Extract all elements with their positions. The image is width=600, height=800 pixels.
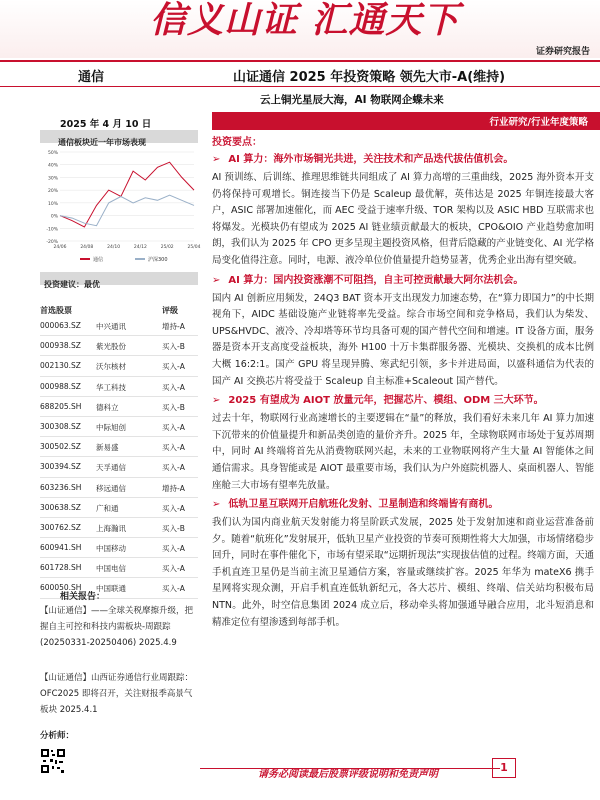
stock-name: 移远通信 <box>96 483 126 493</box>
stock-rating: 买入-A <box>162 443 185 453</box>
brand-slogan: 信义山证 汇通天下 <box>150 0 460 41</box>
paragraph: 我们认为国内商业航天发射能力将呈阶跃式发展，2025 处于发射加速和商业运营准备前夕。随着“航班化”发射展开，低轨卫星产业投资的节奏可预期性将大大加强，市场情绪稳步回升，同时在事件催化下，市场有望采取“远期折现法”实现拔估值的过程。终端方面，天通手机直连卫星仍是当前主流卫星通信方案，容量或继续扩容。2025 年华为 mateX6 携手星网将实现众测，开启手机直连低轨新纪元，各大芯片、模组、终端、信关站均积极布局 NTN。此外，时空信息集团 2024 成立后，移动牵头将加强通导融合应用，北斗短消息和精准定位有望渗透到每部手机。 <box>212 517 594 628</box>
y-tick-label: -20% <box>46 240 58 245</box>
series-line <box>60 195 194 226</box>
bullet-text: AI 算力：海外市场铜光共进，关注技术和产品迭代拔估值机会。 <box>228 154 514 165</box>
chart-title: 通信板块近一年市场表现 <box>58 138 146 147</box>
stock-code: 601728.SH <box>40 563 82 573</box>
stock-name: 中兴通讯 <box>96 322 126 331</box>
y-tick-label: 20% <box>47 189 58 195</box>
stock-name: 广和通 <box>96 503 119 513</box>
report-subtitle: 云上铜光星辰大海，AI 物联网企蝶未来 <box>260 94 444 106</box>
stock-code: 300762.SZ <box>40 522 81 532</box>
paragraph: 国内 AI 创新应用频发，24Q3 BAT 资本开支出现发力加速态势，在“算力即国力”的中长期视角下，AIDC 基础设施产业链将率先受益。综合市场空间和竞争格局，我们认为柴发、UPS&HVDC、液冷、冷却塔等环节均具备可观的国产替代空间和增速。IT 设备方面，服务器是资本开支高度受益板块，海外 H100 十万卡集群服务器、光模块、交换机的成本比例大概 16:2:1。国产 GPU 将呈现异腾、寒武纪引领，多卡并进局面，以盛科通信为代表的国产 AI 交换芯片将受益于 Scaleup 自主标准+Scaleout 国产替代。 <box>212 292 594 387</box>
bullet-heading <box>212 151 594 169</box>
report-date: 2025 年 4 月 10 日 <box>60 119 152 130</box>
stock-rating: 买入-B <box>162 402 185 412</box>
stock-rating: 增持-A <box>162 483 185 493</box>
table-row <box>40 437 198 457</box>
stock-rating: 买入-B <box>162 342 185 352</box>
table-row <box>40 377 198 397</box>
col-header-rating: 评级 <box>162 306 178 315</box>
stock-name: 中国电信 <box>96 564 126 574</box>
bullet-heading <box>212 392 594 410</box>
stock-rating: 买入-B <box>162 523 185 533</box>
section-title: 投资要点： <box>212 137 262 148</box>
related-report-item[interactable]: 【山证通信】山西证券通信行业周跟踪：OFC2025 即将召开，关注财报季高景气板块 2025.4.1 <box>40 673 194 715</box>
category-label: 行业研究/行业年度策略 <box>489 117 588 128</box>
header-divider <box>0 60 600 62</box>
stock-rating: 买入-A <box>162 544 185 554</box>
stock-name: 德科立 <box>96 402 119 412</box>
page-number-box <box>492 758 516 778</box>
table-row <box>40 558 198 578</box>
y-tick-label: 10% <box>47 201 58 207</box>
y-tick-label: 40% <box>47 163 58 169</box>
table-row <box>40 518 198 538</box>
table-row <box>40 316 198 336</box>
stock-rating: 买入-A <box>162 584 185 594</box>
arrow-icon: ➢ <box>212 499 221 511</box>
related-reports-title: 相关报告： <box>60 592 106 602</box>
x-tick-label: 24/06 <box>53 245 67 250</box>
arrow-icon: ➢ <box>212 274 221 286</box>
y-tick-label: 50% <box>47 151 58 156</box>
stock-rating: 买入-A <box>162 564 185 574</box>
table-row <box>40 356 198 376</box>
x-tick-label: 24/12 <box>133 245 147 250</box>
chart-header <box>40 130 198 147</box>
legend-label: 沪深300 <box>148 257 168 263</box>
analyst-label: 分析师： <box>40 731 75 741</box>
industry-label: 通信 <box>78 70 105 85</box>
stock-code: 300394.SZ <box>40 462 81 472</box>
stock-table <box>40 316 198 599</box>
sample-text: 投资建议：最优 <box>44 280 100 289</box>
report-type: 证券研究报告 <box>535 47 590 57</box>
stock-code: 688205.SH <box>40 401 82 411</box>
related-report-item[interactable]: 【山证通信】——全球关税摩擦升级，把握自主可控和科技内需板块-周跟踪(20250331-20250406) 2025.4.9 <box>40 606 194 648</box>
bullet-heading <box>212 272 594 290</box>
main-content <box>212 133 594 631</box>
col-header-stock: 首选股票 <box>40 306 72 315</box>
stock-rating: 买入-A <box>162 422 185 432</box>
page-number: 1 <box>500 761 508 774</box>
qr-code-icon <box>40 748 66 774</box>
stock-name: 天孚通信 <box>96 463 126 473</box>
y-tick-label: 0% <box>50 214 58 220</box>
y-tick-label: -10% <box>46 227 58 233</box>
x-tick-label: 24/08 <box>80 245 94 250</box>
stock-rating: 买入-A <box>162 382 185 392</box>
stock-code: 300502.SZ <box>40 442 81 452</box>
stock-code: 600941.SH <box>40 543 82 553</box>
stock-code: 000938.SZ <box>40 341 81 351</box>
x-tick-label: 25/02 <box>160 245 174 250</box>
table-row <box>40 417 198 437</box>
stock-table-header <box>40 304 198 316</box>
table-row <box>40 457 198 477</box>
x-tick-label: 24/10 <box>107 245 121 250</box>
table-row <box>40 397 198 417</box>
x-tick-label: 25/04 <box>187 245 201 250</box>
table-row <box>40 538 198 558</box>
table-row <box>40 478 198 498</box>
stock-code: 300308.SZ <box>40 421 81 431</box>
bullet-text: AI 算力：国内投资涨潮不可阻挡，自主可控贡献最大阿尔法机会。 <box>228 274 524 286</box>
report-title: 山证通信 2025 年投资策略 领先大市-A(维持) <box>233 70 506 85</box>
stock-code: 000063.SZ <box>40 321 81 330</box>
paragraph: 过去十年，物联网行业高速增长的主要逻辑在“量”的释放，我们看好未来几年 AI 算力加速下沉带来的价值量提升和新品类创造的量价齐升。2025 年，全球物联网市场处于复苏周期中，同时 AI 终端将首先从消费物联网兴起，未来的工业物联网将产生大量 AI 智能体之间通信需求。具身智能或是 AIOT 最重要市场，我们认为户外庭院机器人、桌面机器人、智能座舱三大市场有望率先放量。 <box>212 413 594 491</box>
stock-rating: 买入-A <box>162 463 185 473</box>
y-tick-label: 30% <box>47 176 58 182</box>
stock-name: 中际旭创 <box>96 422 126 432</box>
stock-name: 紫光股份 <box>96 342 126 352</box>
stock-name: 沃尔核材 <box>96 362 126 372</box>
stock-name: 新易盛 <box>96 443 119 453</box>
disclaimer: 请务必阅读最后股票评级说明和免责声明 <box>258 769 438 780</box>
table-row <box>40 498 198 518</box>
performance-chart <box>40 146 201 271</box>
bullet-text: 2025 有望成为 AIOT 放量元年，把握芯片、模组、ODM 三大环节。 <box>228 395 544 407</box>
stock-name: 上海瀚讯 <box>96 523 126 533</box>
title-divider <box>0 86 600 87</box>
series-line <box>60 162 194 227</box>
stock-name: 华工科技 <box>96 382 126 392</box>
stock-code: 300638.SZ <box>40 502 81 512</box>
stock-name: 中国联通 <box>96 584 126 594</box>
bullet-heading <box>212 496 594 514</box>
stock-code: 000988.SZ <box>40 381 81 391</box>
sample-header <box>40 272 198 289</box>
table-row <box>40 336 198 356</box>
header-banner <box>0 0 600 58</box>
bullet-text: 低轨卫星互联网开启航班化发射、卫星制造和终端皆有商机。 <box>228 499 499 511</box>
stock-rating: 买入-A <box>162 362 185 372</box>
category-bar <box>212 112 600 130</box>
arrow-icon: ➢ <box>212 395 221 407</box>
stock-code: 603236.SH <box>40 482 82 492</box>
paragraph: AI 预训练、后训练、推理思维链共同组成了 AI 算力高增的三重曲线，2025 海外资本开支仍将保持可观增长。铜连接当下仍是 Scaleup 最优解，英伟达是 2025 年铜连接最大客户，ASIC 部署加速催化，而 AEC 受益于速率升级、TOR 架构以及 ASIC HBD 互联需求也将爆发。光模块仍有望成为 2025 AI 链业绩贡献最大的板块，CPO&OIO 产业趋势愈加明朗，我们认为 2025 年 CPO 更多呈现主题投资风格，但背后隐藏的产业链变化、AI 光学格局变化值得注意。同时，电源、液冷单位价值量提升趋势显著，优秀企业出海有望突破。 <box>212 172 594 266</box>
stock-code: 600050.SH <box>40 583 82 593</box>
stock-rating: 买入-A <box>162 503 185 513</box>
stock-name: 中国移动 <box>96 544 126 554</box>
stock-rating: 增持-A <box>162 322 185 331</box>
legend-label: 通信 <box>93 257 104 263</box>
arrow-icon: ➢ <box>212 154 221 165</box>
stock-code: 002130.SZ <box>40 361 81 371</box>
